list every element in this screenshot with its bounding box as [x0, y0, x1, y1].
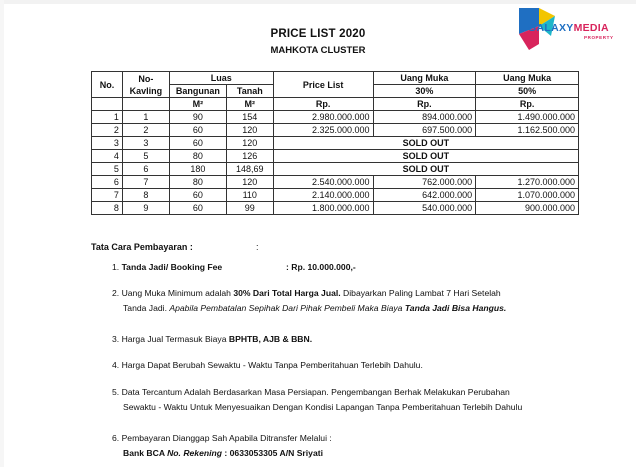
tanah-cell: 99 [226, 202, 273, 215]
bangunan-cell: 60 [169, 202, 226, 215]
page-subtitle: MAHKOTA CLUSTER [270, 45, 366, 56]
dp30-cell: 540.000.000 [373, 202, 476, 215]
payment-item-2-line1: 2. Uang Muka Minimum adalah 30% Dari Total Harga Jual. Dibayarkan Paling Lambat 7 Hari Setelah [112, 288, 501, 298]
row-number-cell: 1 [92, 111, 123, 124]
header-dp50-pct: 50% [476, 85, 579, 98]
table-row [92, 111, 579, 124]
dp30-cell: 697.500.000 [373, 124, 476, 137]
bangunan-cell: 90 [169, 111, 226, 124]
kavling-cell: 2 [122, 124, 169, 137]
price-table-body [92, 111, 579, 215]
header-price-unit: Rp. [273, 98, 373, 111]
tanah-cell: 120 [226, 176, 273, 189]
bangunan-cell: 60 [169, 137, 226, 150]
header-dp50: Uang Muka [476, 72, 579, 85]
price-cell: 2.325.000.000 [273, 124, 373, 137]
row-number-cell: 4 [92, 150, 123, 163]
dp30-cell: 894.000.000 [373, 111, 476, 124]
bangunan-cell: 80 [169, 176, 226, 189]
bangunan-cell: 80 [169, 150, 226, 163]
kavling-cell: 8 [122, 189, 169, 202]
header-unit-tanah: M² [226, 98, 273, 111]
sold-out-cell: SOLD OUT [273, 163, 578, 176]
dp30-cell: 762.000.000 [373, 176, 476, 189]
kavling-cell: 6 [122, 163, 169, 176]
tanah-cell: 154 [226, 111, 273, 124]
bangunan-cell: 180 [169, 163, 226, 176]
header-dp30-pct: 30% [373, 85, 476, 98]
price-cell: 2.540.000.000 [273, 176, 373, 189]
header-dp30: Uang Muka [373, 72, 476, 85]
bangunan-cell: 60 [169, 124, 226, 137]
dp50-cell: 900.000.000 [476, 202, 579, 215]
payment-item-5-line1: 5. Data Tercantum Adalah Berdasarkan Masa Persiapan. Pengembangan Berhak Melakukan Perubahan [112, 387, 510, 397]
price-cell: 1.800.000.000 [273, 202, 373, 215]
bangunan-cell: 60 [169, 189, 226, 202]
payment-item-1: 1. Tanda Jadi/ Booking Fee [112, 262, 223, 272]
kavling-cell: 9 [122, 202, 169, 215]
price-table [91, 71, 579, 215]
payment-item-4: 4. Harga Dapat Berubah Sewaktu - Waktu Tanpa Pemberitahuan Terlebih Dahulu. [112, 360, 423, 370]
table-row [92, 189, 579, 202]
payment-item-5-line2: Sewaktu - Waktu Untuk Menyesuaikan Dengan Kondisi Lapangan Tanpa Pemberitahuan Terlebih Dahulu [123, 402, 523, 412]
header-price-list: Price List [273, 72, 373, 98]
booking-fee-value: : Rp. 10.000.000,- [286, 262, 356, 272]
kavling-cell: 5 [122, 150, 169, 163]
bank-account-line: Bank BCA No. Rekening : 0633053305 A/N Sriyati [123, 448, 323, 458]
tanah-cell: 120 [226, 137, 273, 150]
table-row [92, 150, 579, 163]
payment-item-3: 3. Harga Jual Termasuk Biaya BPHTB, AJB & BBN. [112, 334, 313, 344]
tanah-cell: 110 [226, 189, 273, 202]
row-number-cell: 5 [92, 163, 123, 176]
table-row [92, 137, 579, 150]
logo-wordmark: GALAXYMEDIA [528, 22, 609, 34]
table-row [92, 176, 579, 189]
tanah-cell: 148,69 [226, 163, 273, 176]
table-row [92, 124, 579, 137]
kavling-cell: 1 [122, 111, 169, 124]
payment-item-2-line2: Tanda Jadi. Apabila Pembatalan Sepihak Dari Pihak Pembeli Maka Biaya Tanda Jadi Bisa Hangus. [123, 303, 507, 313]
kavling-cell: 7 [122, 176, 169, 189]
table-row [92, 163, 579, 176]
page-top-edge [0, 0, 636, 4]
header-luas: Luas [169, 72, 273, 85]
payment-item-6-line1: 6. Pembayaran Dianggap Sah Apabila Ditransfer Melalui : [112, 433, 332, 443]
row-number-cell: 6 [92, 176, 123, 189]
row-number-cell: 2 [92, 124, 123, 137]
page-left-edge [0, 0, 4, 467]
header-tanah: Tanah [226, 85, 273, 98]
row-number-cell: 8 [92, 202, 123, 215]
table-row [92, 202, 579, 215]
logo-tagline: PROPERTY [584, 35, 614, 40]
header-unit-bangunan: M² [169, 98, 226, 111]
page-title: PRICE LIST 2020 [270, 28, 366, 40]
dp50-cell: 1.490.000.000 [476, 111, 579, 124]
dp30-cell: 642.000.000 [373, 189, 476, 202]
header-no: No. [92, 72, 123, 98]
row-number-cell: 7 [92, 189, 123, 202]
dp50-cell: 1.270.000.000 [476, 176, 579, 189]
header-dp50-unit: Rp. [476, 98, 579, 111]
tanah-cell: 120 [226, 124, 273, 137]
payment-heading-colon: : [256, 242, 259, 252]
header-bangunan: Bangunan [169, 85, 226, 98]
header-dp30-unit: Rp. [373, 98, 476, 111]
dp50-cell: 1.162.500.000 [476, 124, 579, 137]
header-kavling: No-Kavling [122, 72, 169, 98]
sold-out-cell: SOLD OUT [273, 137, 578, 150]
row-number-cell: 3 [92, 137, 123, 150]
dp50-cell: 1.070.000.000 [476, 189, 579, 202]
payment-heading: Tata Cara Pembayaran : [91, 242, 193, 252]
kavling-cell: 3 [122, 137, 169, 150]
price-cell: 2.980.000.000 [273, 111, 373, 124]
sold-out-cell: SOLD OUT [273, 150, 578, 163]
price-cell: 2.140.000.000 [273, 189, 373, 202]
tanah-cell: 126 [226, 150, 273, 163]
